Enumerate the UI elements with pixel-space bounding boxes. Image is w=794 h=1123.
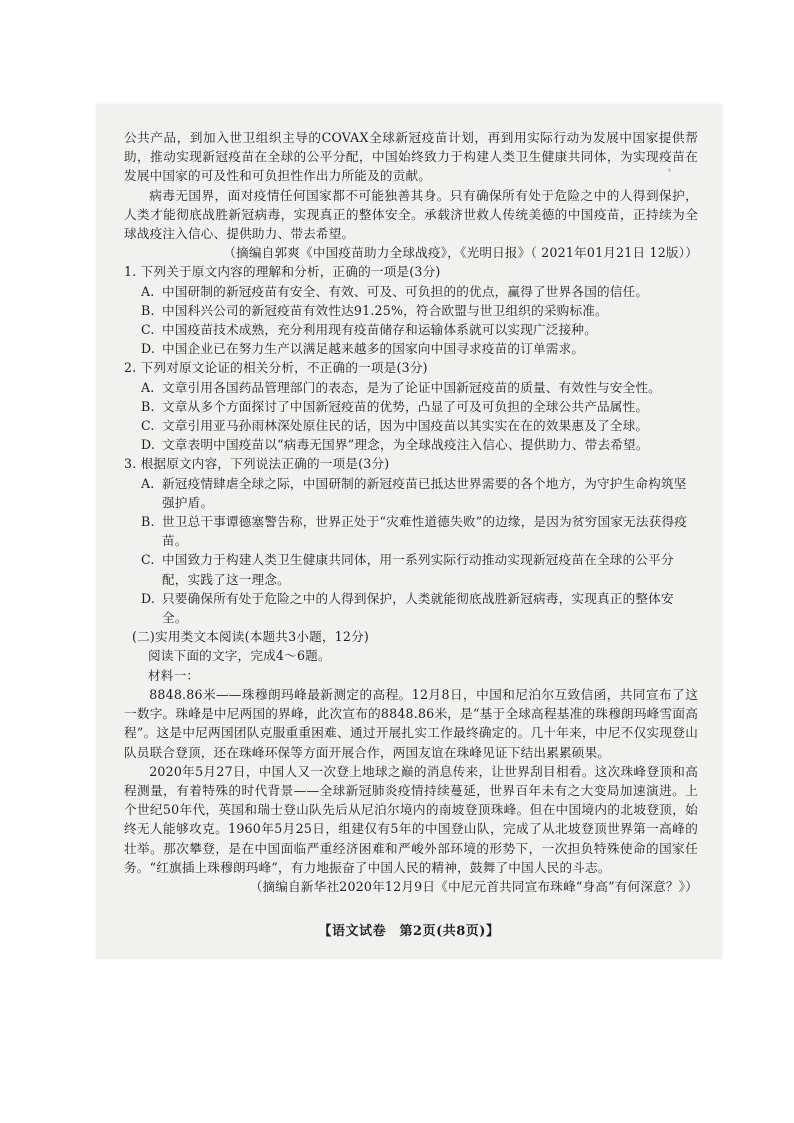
question-1 [124,262,698,358]
option-text: 文章引用各国药品管理部门的表态，是为了论证中国新冠疫苗的质量、有效性与安全性。 [162,379,661,395]
option-a [124,378,698,397]
option-letter: C. [141,322,155,338]
question-3 [124,454,698,627]
option-d [124,435,698,454]
option-letter: A. [141,475,155,491]
option-text: 世卫总干事谭德塞警告称，世界正处于“灾难性道德失败”的边缘，是因为贫穷国家无法获得疫苗。 [162,514,688,549]
option-d [124,589,698,627]
question-stem: 1. 下列关于原文内容的理解和分析，正确的一项是(3分) [124,264,441,280]
scanned-page [96,104,722,959]
material-paragraph: 8848.86米——珠穆朗玛峰最新测定的高程。12月8日，中国和尼泊尔互致信函，共同宣布了这一数字。珠峰是中尼两国的界峰，此次宣布的8848.86米，是“基于全球高程基准的珠穆朗玛峰雪面高程”。这是中尼两国团队克服重重困难、通过开展扎实工作最终确定的。几十年来，中尼不仅实现登山队员联合登顶，还在珠峰环保等方面开展合作，两国友谊在珠峰见证下结出累累硕果。 [124,686,698,760]
page-content [124,128,698,896]
option-letter: D. [141,590,156,606]
section-instruction: 阅读下面的文字，完成4～6题。 [148,648,331,664]
option-text: 中国企业已在努力生产以满足越来越多的国家向中国寻求疫苗的订单需求。 [162,341,585,357]
option-text: 文章表明中国疫苗以“病毒无国界”理念，为全球战疫注入信心、提供助力、带去希望。 [162,437,649,453]
option-text: 中国致力于构建人类卫生健康共同体，用一系列实际行动推动实现新冠疫苗在全球的公平分配，实践了这一理念。 [162,552,674,587]
option-text: 文章从多个方面探讨了中国新冠疫苗的优势，凸显了可及可负担的全球公共产品属性。 [162,398,649,414]
option-c [124,320,698,339]
option-b [124,301,698,320]
option-text: 中国研制的新冠疫苗有安全、有效、可及、可负担的的优点，赢得了世界各国的信任。 [162,283,649,299]
material-label: 材料一： [148,667,200,683]
option-letter: C. [141,552,155,568]
option-letter: D. [141,341,156,357]
option-text: 文章引用亚马孙雨林深处原住民的话，因为中国疫苗以其实实在在的效果惠及了全球。 [162,418,649,434]
option-letter: C. [141,418,155,434]
option-d [124,339,698,358]
question-stem: 2. 下列对原文论证的相关分析，不正确的一项是(3分) [124,360,428,376]
option-letter: B. [141,302,155,318]
option-letter: A. [141,379,155,395]
option-text: 中国疫苗技术成熟，充分利用现有疫苗储存和运输体系就可以实现广泛接种。 [162,322,597,338]
section-heading: (二)实用类文本阅读(本题共3小题，12分) [132,629,369,645]
option-text: 中国科兴公司的新冠疫苗有效性达91.25%，符合欧盟与世卫组织的采购标准。 [162,302,608,318]
option-c [124,550,698,588]
option-a [124,474,698,512]
material-source: （摘编自新华社2020年12月9日《中尼元首共同宣布珠峰“身高”有何深意？》） [249,878,698,894]
passage-source: （摘编自郭爽《中国疫苗助力全球战疫》，《光明日报》（ 2021年01月21日 12版）） [223,245,698,261]
option-c [124,416,698,435]
question-2 [124,358,698,454]
option-text: 新冠疫情肆虐全球之际，中国研制的新冠疫苗已抵达世界需要的各个地方，为守护生命构筑坚强护盾。 [162,475,687,510]
option-letter: B. [141,398,155,414]
option-text: 只要确保所有处于危险之中的人得到保护，人类就能彻底战胜新冠病毒，实现真正的整体安全。 [162,590,674,626]
material-paragraph: 2020年5月27日，中国人又一次登上地球之巅的消息传来，让世界刮目相看。这次珠峰登顶和高程测量，有着特殊的时代背景——全球新冠肺炎疫情持续蔓延，世界百年未有之大变局加速演进。上个世纪50年代，英国和瑞士登山队先后从尼泊尔境内的南坡登顶珠峰。但在中国境内的北坡登顶，始终无人能够攻克。1960年5月25日，组建仅有5年的中国登山队，完成了从北坡登顶世界第一高峰的壮举。那次攀登，是在中国面临严重经济困难和严峻外部环境的形势下，一次担负特殊使命的国家任务。“红旗插上珠穆朗玛峰”，有力地振奋了中国人民的精神，鼓舞了中国人民的斗志。 [124,763,698,875]
option-letter: B. [141,514,155,530]
passage-paragraph: 病毒无国界，面对疫情任何国家都不可能独善其身。只有确保所有处于危险之中的人得到保护，人类才能彻底战胜新冠病毒，实现真正的整体安全。承载济世救人传统美德的中国疫苗，正持续为全球战疫注入信心、提供助力、带去希望。 [124,187,698,242]
option-letter: A. [141,283,155,299]
option-a [124,282,698,301]
question-stem: 3. 根据原文内容，下列说法正确的一项是(3分) [124,456,390,472]
option-letter: D. [141,437,156,453]
scan-speck: ˢ [668,167,672,178]
page-footer: 【语文试卷 第2页(共8页)】 [318,924,500,939]
passage-paragraph: 公共产品，到加入世卫组织主导的COVAX全球新冠疫苗计划，再到用实际行动为发展中国家提供帮助，推动实现新冠疫苗在全球的公平分配，中国始终致力于构建人类卫生健康共同体，为实现疫苗在发展中国家的可及性和可负担性作出力所能及的贡献。 [124,130,698,184]
option-b [124,397,698,416]
option-b [124,512,698,550]
